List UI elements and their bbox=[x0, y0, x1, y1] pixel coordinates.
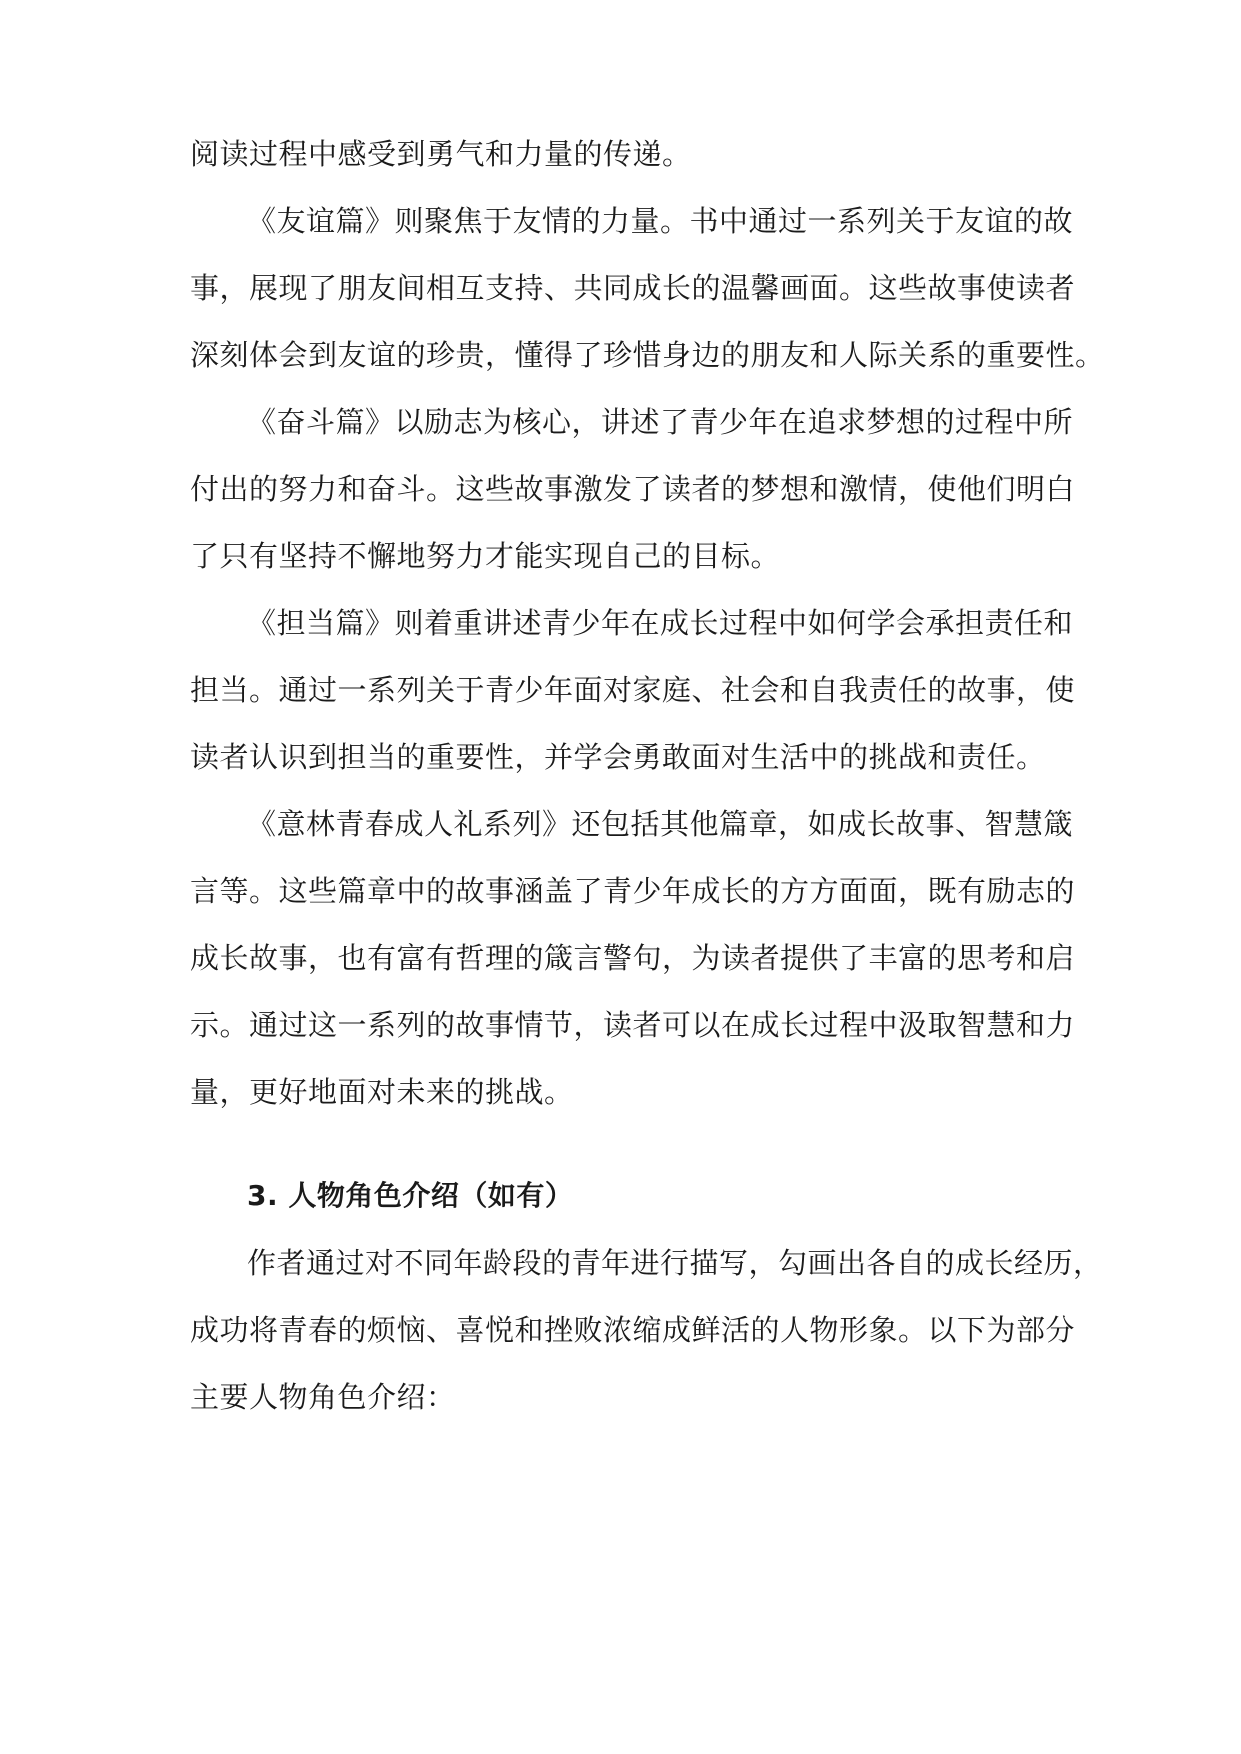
paragraph-line: 主要人物角色介绍： bbox=[190, 1380, 456, 1414]
paragraph-line: 言等。这些篇章中的故事涵盖了青少年成长的方方面面，既有励志的 bbox=[190, 874, 1076, 908]
paragraph-line: 《担当篇》则着重讲述青少年在成长过程中如何学会承担责任和 bbox=[247, 606, 1074, 640]
paragraph-line: 《奋斗篇》以励志为核心，讲述了青少年在追求梦想的过程中所 bbox=[247, 405, 1074, 439]
paragraph-line: 付出的努力和奋斗。这些故事激发了读者的梦想和激情，使他们明白 bbox=[190, 472, 1076, 506]
section-heading: 3. 人物角色介绍（如有） bbox=[247, 1179, 574, 1212]
paragraph-line: 《友谊篇》则聚焦于友情的力量。书中通过一系列关于友谊的故 bbox=[247, 204, 1074, 238]
paragraph-line: 成长故事，也有富有哲理的箴言警句，为读者提供了丰富的思考和启 bbox=[190, 941, 1076, 975]
paragraph-line: 成功将青春的烦恼、喜悦和挫败浓缩成鲜活的人物形象。以下为部分 bbox=[190, 1313, 1076, 1347]
paragraph-line: 事，展现了朋友间相互支持、共同成长的温馨画面。这些故事使读者 bbox=[190, 271, 1076, 305]
paragraph-line: 深刻体会到友谊的珍贵，懂得了珍惜身边的朋友和人际关系的重要性。 bbox=[190, 338, 1105, 372]
paragraph-line: 读者认识到担当的重要性，并学会勇敢面对生活中的挑战和责任。 bbox=[190, 740, 1046, 774]
paragraph-line: 《意林青春成人礼系列》还包括其他篇章，如成长故事、智慧箴 bbox=[247, 807, 1074, 841]
paragraph-line: 作者通过对不同年龄段的青年进行描写，勾画出各自的成长经历， bbox=[247, 1246, 1103, 1280]
paragraph-line: 担当。通过一系列关于青少年面对家庭、社会和自我责任的故事，使 bbox=[190, 673, 1076, 707]
paragraph-line: 示。通过这一系列的故事情节，读者可以在成长过程中汲取智慧和力 bbox=[190, 1008, 1076, 1042]
paragraph-line: 阅读过程中感受到勇气和力量的传递。 bbox=[190, 137, 692, 171]
paragraph-line: 了只有坚持不懈地努力才能实现自己的目标。 bbox=[190, 539, 781, 573]
paragraph-line: 量，更好地面对未来的挑战。 bbox=[190, 1075, 574, 1109]
